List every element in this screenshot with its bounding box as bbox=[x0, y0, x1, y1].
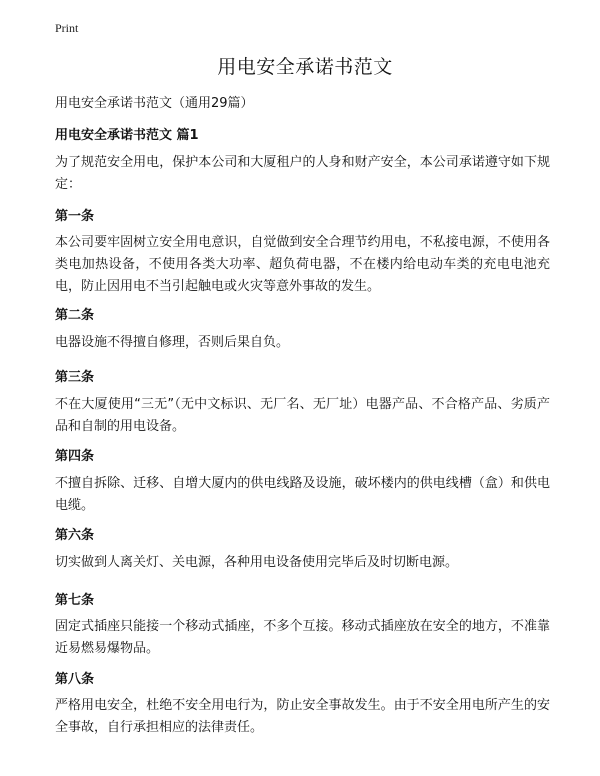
clause-text-4: 不擅自拆除、迁移、自增大厦内的供电线路及设施，破坏楼内的供电线槽（盒）和供电电缆。 bbox=[55, 476, 550, 513]
document-subtitle: 用电安全承诺书范文（通用29篇） bbox=[55, 96, 254, 111]
page-title: 用电安全承诺书范文 bbox=[217, 56, 393, 78]
clause-heading-3: 第三条 bbox=[55, 370, 95, 385]
clause-text-8: 严格用电安全，杜绝不安全用电行为，防止安全事故发生。由于不安全用电所产生的安全事故，自行承担相应的法律责任。 bbox=[55, 698, 550, 735]
clause-text-7: 固定式插座只能接一个移动式插座，不多个互接。移动式插座放在安全的地方，不准靠近易燃易爆物品。 bbox=[55, 619, 550, 656]
intro-paragraph: 为了规范安全用电，保护本公司和大厦租户的人身和财产安全，本公司承诺遵守如下规定： bbox=[55, 155, 550, 192]
clause-heading-8: 第八条 bbox=[55, 672, 95, 687]
article-heading: 用电安全承诺书范文 篇1 bbox=[55, 128, 199, 143]
clause-text-3: 不在大厦使用“三无”（无中文标识、无厂名、无厂址）电器产品、不合格产品、劣质产品和自制的用电设备。 bbox=[55, 397, 550, 434]
print-link[interactable]: Print bbox=[55, 21, 79, 35]
clause-heading-4: 第四条 bbox=[55, 449, 95, 464]
clause-heading-6: 第六条 bbox=[55, 528, 95, 543]
clause-text-2: 电器设施不得擅自修理，否则后果自负。 bbox=[55, 335, 290, 350]
clause-text-6: 切实做到人离关灯、关电源，各种用电设备使用完毕后及时切断电源。 bbox=[55, 555, 459, 570]
clause-text-1: 本公司要牢固树立安全用电意识，自觉做到安全合理节约用电，不私接电源，不使用各类电加热设备，不使用各类大功率、超负荷电器，不在楼内给电动车类的充电电池充电，防止因用电不当引起触电或火灾等意外事故的发生。 bbox=[55, 235, 550, 294]
clause-heading-1: 第一条 bbox=[55, 209, 95, 224]
clause-heading-2: 第二条 bbox=[55, 308, 95, 323]
clause-heading-7: 第七条 bbox=[55, 593, 95, 608]
